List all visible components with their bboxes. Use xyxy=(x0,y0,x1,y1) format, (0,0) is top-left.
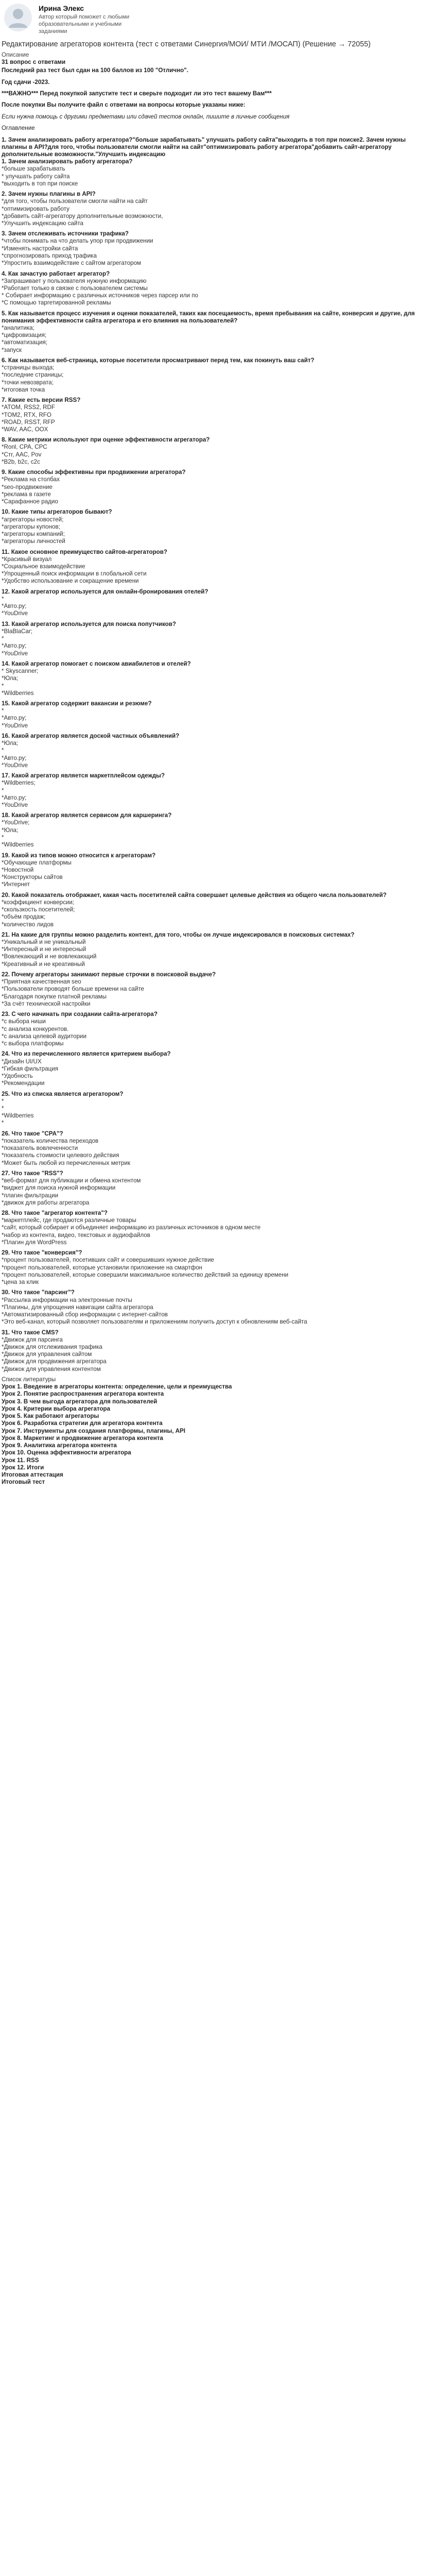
answer-option: *количество лидов xyxy=(2,921,54,928)
lesson-item: Урок 6. Разработка стратегии для агрегатора контента xyxy=(2,1420,163,1427)
answer-option: *добавить сайт-агрегатору дополнительные возможности, xyxy=(2,212,163,219)
user-avatar-icon xyxy=(4,3,32,32)
answer-option: *Юла; xyxy=(2,740,19,747)
answer-option: *агрегаторы личностей xyxy=(2,538,65,545)
answer-option: *Социальное взаимодействие xyxy=(2,563,85,570)
answer-option: *TOM2, RTX, RFO xyxy=(2,411,51,418)
question-heading: 31. Что такое CMS? xyxy=(2,1329,59,1336)
question-heading: 19. Какой из типов можно относится к агрегаторам? xyxy=(2,852,156,859)
answer-option: *Конструкторы сайтов xyxy=(2,874,63,881)
answer-option: *Ronl, CPA, CPC xyxy=(2,444,47,451)
answer-option: *Авто.ру; xyxy=(2,754,27,761)
answer-option: *маркетплейс, где продаются различные товары xyxy=(2,1217,136,1224)
lesson-item: Урок 4. Критерии выбора агрегатора xyxy=(2,1405,111,1412)
answer-option: *коэффициент конверсии; xyxy=(2,899,75,906)
answer-option: *YouDrive xyxy=(2,610,28,617)
question-heading: 11. Какое основное преимущество сайтов-агрегаторов? xyxy=(2,548,167,555)
answer-option: *скользкость посетителей; xyxy=(2,906,75,913)
lesson-item: Урок 7. Инструменты для создания платформы, плагины, API xyxy=(2,1427,185,1434)
author-info xyxy=(39,3,142,35)
answer-option: *Движок для продвижения агрегатора xyxy=(2,1358,107,1365)
answer-option: *Авто.ру; xyxy=(2,715,27,722)
question-list xyxy=(2,137,433,1486)
lesson-item: Урок 5. Как работают агрегаторы xyxy=(2,1413,99,1420)
answer-option: *Новостной xyxy=(2,866,34,873)
question-heading: 12. Какой агрегатор используется для онлайн-бронирования отелей? xyxy=(2,588,208,595)
answer-option: *плагин фильтрации xyxy=(2,1192,59,1199)
question-heading: 15. Какой агрегатор содержит вакансии и резюме? xyxy=(2,700,152,707)
answer-option: *Движок для парсинга xyxy=(2,1336,63,1343)
answer-option: *YouDrive xyxy=(2,722,28,729)
answer-option: *С помощью таргетированной рекламы xyxy=(2,299,111,307)
question-heading: 23. С чего начинать при создании сайта-агрегатора? xyxy=(2,1011,158,1018)
answer-option: *последние страницы; xyxy=(2,371,64,379)
answer-option: *seo-продвижение xyxy=(2,483,53,490)
answer-option: *YouDrive; xyxy=(2,819,30,826)
answer-option: *Wildberries xyxy=(2,1112,34,1120)
answer-option: *автоматизация; xyxy=(2,339,47,346)
answer-option: *ROAD, RSST, RFP xyxy=(2,418,55,426)
avatar[interactable] xyxy=(4,3,32,32)
answer-option: *реклама в газете xyxy=(2,490,51,498)
intro-note: Оглавление xyxy=(2,125,35,132)
intro-notes xyxy=(2,67,433,132)
question-heading: 29. Что такое "конверсия"? xyxy=(2,1249,82,1257)
answer-option: *Упростить взаимодействие с сайтом агрегатором xyxy=(2,260,142,267)
question-heading: 6. Как называется веб-страница, которые посетители просматривают перед тем, как покинуть ваш сайт? xyxy=(2,357,315,364)
answer-option: *YouDrive xyxy=(2,761,28,769)
answer-option: * xyxy=(2,747,4,754)
answer-option: *Гибкая фильтрация xyxy=(2,1065,59,1072)
answer-option: *цена за клик xyxy=(2,1279,39,1286)
answer-option: *Удобство использование и сокращение времени xyxy=(2,578,139,585)
answer-option: *движок для работы агрегатора xyxy=(2,1199,90,1206)
answers-count: 31 вопрос с ответами xyxy=(2,59,66,66)
question-heading: 28. Что такое "агрегатор контента"? xyxy=(2,1210,108,1217)
answer-option: *с анализа конкурентов. xyxy=(2,1025,69,1032)
answer-option: *Интересный и не интересный xyxy=(2,946,86,953)
question-heading: 16. Какой агрегатор является доской частных объявлений? xyxy=(2,733,180,739)
answer-option: *Креативный и не креативный xyxy=(2,960,85,968)
lesson-item: Урок 2. Понятие распространения агрегатора контента xyxy=(2,1391,164,1398)
answer-option: *показатель вовлеченности xyxy=(2,1145,78,1152)
answer-option: *Авто.ру; xyxy=(2,603,27,610)
answer-option: *Wildberries; xyxy=(2,779,36,787)
answer-option: *Плагины, для упрощения навигации сайта агрегатора xyxy=(2,1303,153,1311)
answer-option: *Обучающие платформы xyxy=(2,859,72,866)
answer-option: * xyxy=(2,635,4,642)
intro-note: ***ВАЖНО*** Перед покупкой запустите тест и сверьте подходит ли это тест вашему Вам*** xyxy=(2,90,272,97)
question-heading: 4. Как зачастую работает агрегатор? xyxy=(2,270,110,277)
answer-option: *с выбора платформы xyxy=(2,1040,64,1047)
answer-option: *цифровизация; xyxy=(2,332,47,339)
answer-option: *агрегаторы компаний; xyxy=(2,531,65,538)
answer-option: *итоговая точка xyxy=(2,386,45,393)
answer-option: * xyxy=(2,1120,4,1127)
author-name[interactable]: Ирина Элекс xyxy=(39,4,84,12)
answer-option: * Skyscanner; xyxy=(2,668,39,675)
answer-option: *YouDrive xyxy=(2,802,28,809)
answer-option: *Удобность xyxy=(2,1072,33,1079)
answer-option: *с анализа целевой аудитории xyxy=(2,1032,87,1040)
answer-option: *сайт, который собирает и объединяет информацию из различных источников в одном месте xyxy=(2,1224,261,1231)
intro-note: Последний раз тест был сдан на 100 баллов из 100 "Отлично". xyxy=(2,67,188,74)
question-heading: 26. Что такое "CPA"? xyxy=(2,1130,63,1137)
answer-option: *Рассылка информации на электронные почты xyxy=(2,1296,132,1303)
question-heading: 27. Что такое "RSS"? xyxy=(2,1170,63,1177)
answer-option: *показатель количества переходов xyxy=(2,1137,99,1144)
lesson-item: Урок 8. Маркетинг и продвижение агрегатора контента xyxy=(2,1434,163,1442)
question-heading: 24. Что из перечисленного является критерием выбора? xyxy=(2,1050,171,1058)
answer-option: * Собирает информацию с различных источников через парсер или по xyxy=(2,292,198,299)
answer-option: *запуск xyxy=(2,346,22,353)
answer-option: *Юла; xyxy=(2,675,19,682)
question-heading: 3. Зачем отслеживать источники трафика? xyxy=(2,230,129,238)
answer-option: *Интернет xyxy=(2,881,30,888)
answer-option: * xyxy=(2,787,4,794)
answer-option: *Cтr, AAC, Pov xyxy=(2,451,42,458)
answer-option: *для того, чтобы пользователи смогли найти на сайт xyxy=(2,198,148,205)
answer-option: *агрегаторы купонов; xyxy=(2,523,60,530)
question-heading: 20. Какой показатель отображает, какая часть посетителей сайта совершает целевые действия из общего числа пользователей? xyxy=(2,891,387,899)
question-heading: 21. На какие для группы можно разделить контент, для того, чтобы он лучше индексировался в поисковых системах? xyxy=(2,931,355,938)
question-heading: 9. Какие способы эффективны при продвижении агрегатора? xyxy=(2,469,186,476)
answer-option: *аналитика; xyxy=(2,324,34,331)
answer-option: *Реклама на столбах xyxy=(2,476,60,483)
answer-option: * xyxy=(2,595,4,602)
answer-option: *спрогнозировать приход трафика xyxy=(2,252,97,259)
answer-option: *Автоматизированный сбор информации с интернет-сайтов xyxy=(2,1311,168,1318)
question-heading: 17. Какой агрегатор является маркетплейсом одежды? xyxy=(2,772,165,779)
answer-option: *Вовлекающий и не вовлекающий xyxy=(2,953,97,960)
answer-option: *Юла; xyxy=(2,826,19,834)
lesson-item: Урок 11. RSS xyxy=(2,1456,39,1464)
answer-option: *выходить в топ при поиске xyxy=(2,180,78,187)
lesson-item: Урок 3. В чем выгода агрегатора для пользователей xyxy=(2,1398,158,1405)
answer-option: *точки невозврата; xyxy=(2,379,54,386)
answer-option: *процент пользователей, посетивших сайт и совершивших нужное действие xyxy=(2,1257,214,1264)
intro-note: После покупки Вы получите файл с ответами на вопросы которые указаны ниже: xyxy=(2,101,246,109)
answer-option: *чтобы понимать на что делать упор при продвижении xyxy=(2,238,153,245)
answer-option: * xyxy=(2,1097,4,1105)
question-heading: 2. Зачем нужны плагины в API? xyxy=(2,191,96,198)
answer-option: *Пользователи проводят больше времени на сайте xyxy=(2,986,144,993)
question-heading: 22. Почему агрегаторы занимают первые строчки в поисковой выдаче? xyxy=(2,971,216,978)
answer-option: *Рекомендации xyxy=(2,1080,45,1087)
author-description: Автор который поможет с любыми образовательными и учебными заданиями xyxy=(39,14,130,35)
lesson-item: Урок 10. Оценка эффективности агрегатора xyxy=(2,1449,131,1456)
answer-option: *Упрощенный поиск информации в глобальной сети xyxy=(2,570,147,578)
lesson-item: Итоговый тест xyxy=(2,1479,45,1486)
answer-option: *агрегаторы новостей; xyxy=(2,516,64,523)
question-heading: 13. Какой агрегатор используется для поиска попутчиков? xyxy=(2,620,176,628)
answer-option: * xyxy=(2,682,4,689)
answer-option: *За счёт технической настройки xyxy=(2,1000,91,1007)
question-heading: 1. Зачем анализировать работу агрегатора? xyxy=(2,158,133,165)
answer-option: * xyxy=(2,1105,4,1112)
answer-option: *Запрашивает у пользователя нужную информацию xyxy=(2,277,147,284)
answer-option: *ATOM, RSS2, RDF xyxy=(2,404,55,411)
question-heading: 25. Что из списка является агрегатором? xyxy=(2,1090,124,1097)
answer-option: *Уникальный и не уникальный xyxy=(2,939,86,945)
answer-option: *Может быть любой из перечисленных метрик xyxy=(2,1159,131,1166)
question-heading: 14. Какой агрегатор помогает с поиском авиабилетов и отелей? xyxy=(2,660,191,667)
answer-option: *Wildberries xyxy=(2,841,34,849)
document-title: Редактирование агрегаторов контента (тест с ответами Синергия/МОИ/ МТИ /МОСАП) (Решение → 72055) xyxy=(2,40,371,49)
intro-note: Если нужна помощь с другими предметами или сдачей тестов онлайн, пишите в личные сообщения xyxy=(2,113,290,120)
answer-option: *Движок для управления сайтом xyxy=(2,1351,92,1358)
answer-option: *Сарафанное радио xyxy=(2,498,58,505)
answer-option: *YouDrive xyxy=(2,650,28,657)
answer-option: *Авто.ру; xyxy=(2,794,27,801)
answer-option: *с выбора ниши xyxy=(2,1018,46,1025)
answer-option: *Wildberries xyxy=(2,689,34,697)
answer-option: *процент пользователей, которые установили приложение на смартфон xyxy=(2,1264,202,1271)
question-heading: 30. Что такое "парсинг"? xyxy=(2,1289,75,1296)
question-heading: 5. Как называется процесс изучения и оценки показателей, таких как посещаемость, время пребывания на сайте, конверсия и другие, для понимания эффективности сайта агрегатора и его влияния на пользователей? xyxy=(2,310,415,324)
answer-option: *Приятная качественная seo xyxy=(2,978,81,986)
answer-option: *Движок для управления контентом xyxy=(2,1365,101,1372)
answer-option: *B2b, b2c, c2c xyxy=(2,458,40,465)
answer-option: *Работает только в связке с пользователем системы xyxy=(2,284,148,292)
answer-option: *Это веб-канал, который позволяет пользователям и приложениям получить доступ к обновлениям веб-сайта xyxy=(2,1318,307,1326)
answer-option: *оптимизировать работу xyxy=(2,205,69,212)
answer-option: * xyxy=(2,707,4,715)
lesson-item: Итоговая аттестация xyxy=(2,1471,63,1479)
answer-option: *Плагин для WordPress xyxy=(2,1239,67,1246)
intro-note: Год сдачи -2023. xyxy=(2,78,50,86)
answer-option: Список литературы xyxy=(2,1376,56,1383)
question-heading: 8. Какие метрики используют при оценке эффективности агрегатора? xyxy=(2,436,210,444)
question-heading: 10. Какие типы агрегаторов бывают? xyxy=(2,509,112,516)
answer-option: *Красивый визуал xyxy=(2,555,52,563)
question-heading: 1. Зачем анализировать работу агрегатора?"больше зарабатывать" улучшать работу сайта"выходить в топ при поиске2. Зачем нужны плагины в API?для того, чтобы пользователи смогли найти на сайт"оптимизировать работу агрегатора"добавить сайт-агрегатору дополнительные возможности."Улучшить индексацию xyxy=(2,136,406,158)
answer-option: *Изменять настройки сайта xyxy=(2,245,78,252)
description-label: Описание xyxy=(2,51,29,58)
answer-option: *страницы выхода; xyxy=(2,364,55,371)
answer-option: *больше зарабатывать xyxy=(2,165,65,173)
answer-option: *показатель стоимости целевого действия xyxy=(2,1152,119,1159)
answer-option: *Движок для отслеживания трафика xyxy=(2,1343,102,1350)
answer-option: *Дизайн UI/UX xyxy=(2,1058,42,1065)
answer-option: *виджет для поиска нужной информации xyxy=(2,1184,116,1192)
lesson-item: Урок 9. Аналитика агрегатора контента xyxy=(2,1442,117,1449)
answer-option: *WAV, AAC, OOX xyxy=(2,426,48,433)
question-heading: 7. Какие есть версии RSS? xyxy=(2,397,81,404)
answer-option: *набор из контента, видео, текстовых и аудиофайлов xyxy=(2,1231,150,1239)
answer-option: * xyxy=(2,834,4,841)
question-heading: 18. Какой агрегатор является сервисом для каршеринга? xyxy=(2,812,172,819)
answer-option: *BlaBlaCar; xyxy=(2,628,32,635)
lesson-item: Урок 12. Итоги xyxy=(2,1464,44,1471)
answer-option: *Улучшить индексацию сайта xyxy=(2,220,83,227)
answer-option: *Авто.ру; xyxy=(2,642,27,650)
answer-option: *Благодаря покупке платной рекламы xyxy=(2,993,107,1000)
answer-option: *объём продаж; xyxy=(2,913,46,921)
author-header xyxy=(2,0,433,39)
lesson-item: Урок 1. Введение в агрегаторы контента: определение, цели и преимущества xyxy=(2,1383,232,1391)
answer-option: * улучшать работу сайта xyxy=(2,173,70,180)
answer-option: *процент пользователей, которые совершили максимальное количество действий за единицу времени xyxy=(2,1271,289,1278)
answer-option: *веб-формат для публикации и обмена контентом xyxy=(2,1177,141,1184)
